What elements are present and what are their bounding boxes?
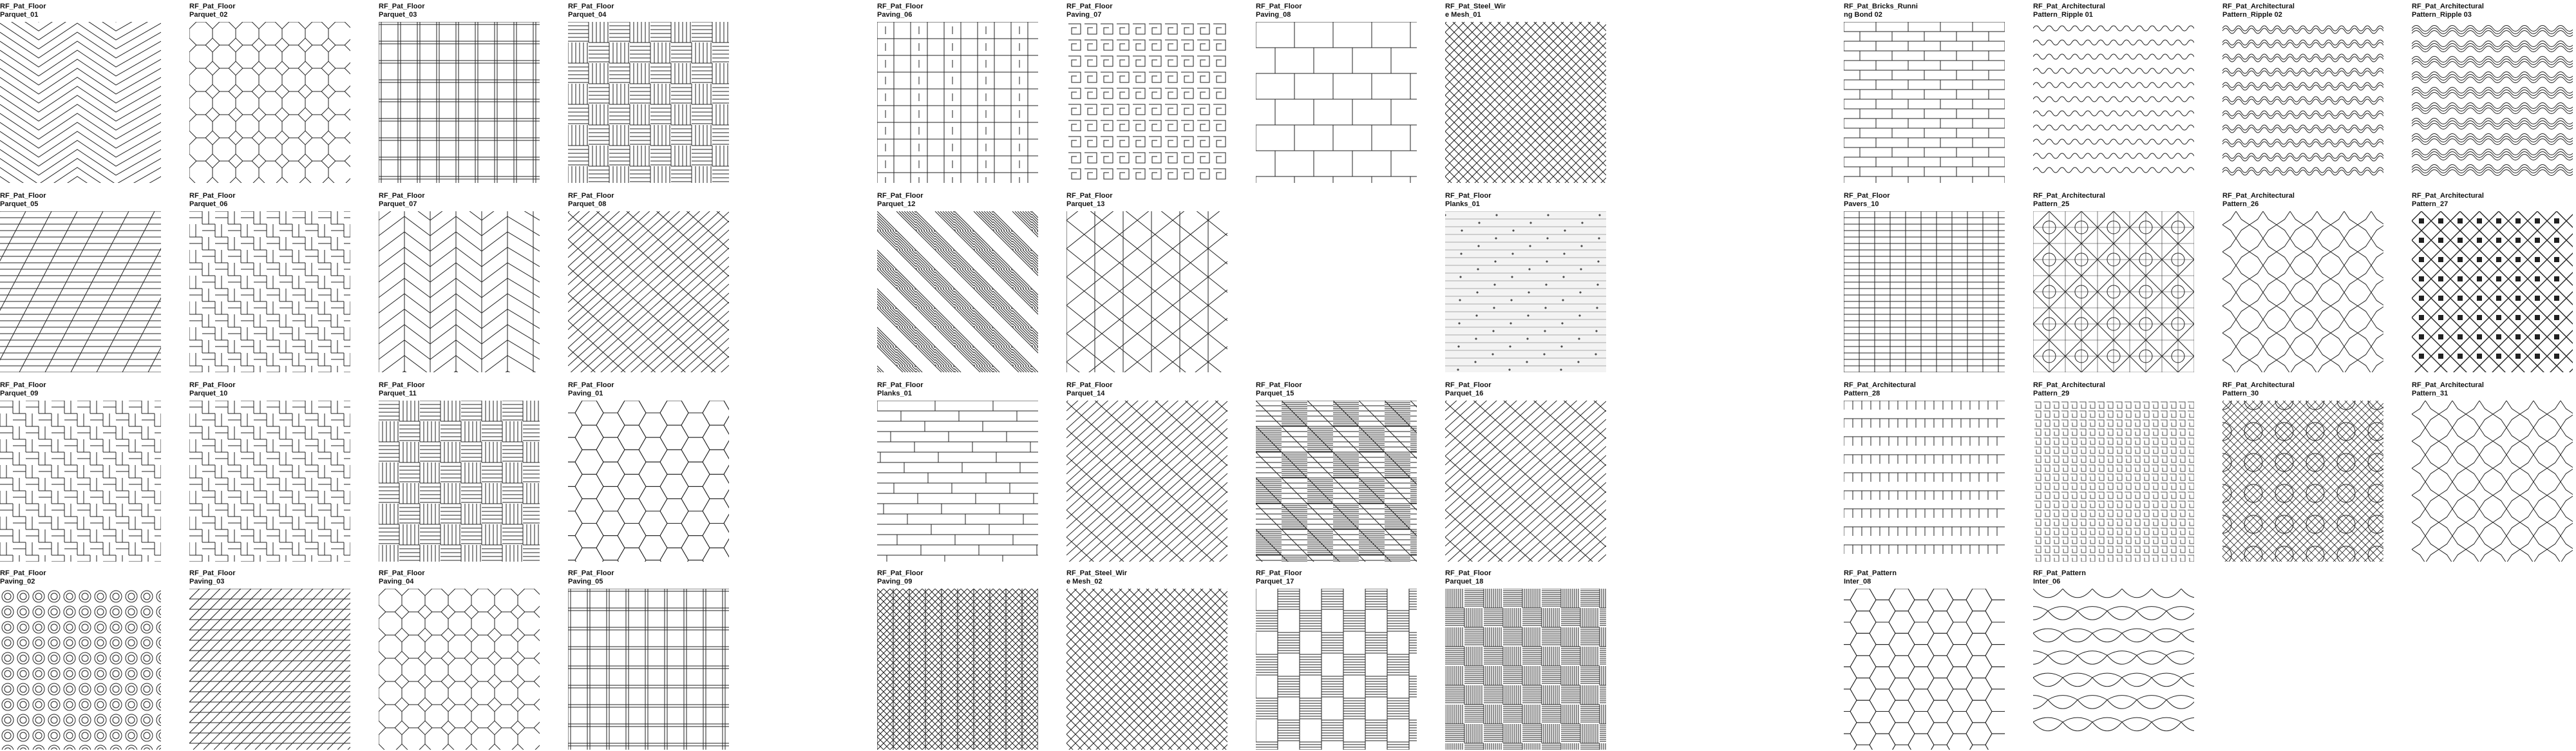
pattern-label [568, 381, 733, 398]
pattern-label [1256, 381, 1421, 398]
pattern-family-name: RF_Pat_Floor [379, 192, 425, 200]
pattern-name: Paving_03 [189, 578, 225, 585]
pattern-tile[interactable] [189, 569, 354, 750]
pattern-label [2412, 381, 2576, 398]
pattern-swatch[interactable] [2033, 22, 2194, 183]
pattern-label [1844, 569, 2009, 586]
pattern-label [1445, 3, 1610, 19]
pattern-tile[interactable] [2222, 381, 2387, 562]
pattern-swatch[interactable] [379, 211, 540, 372]
pattern-family-name: RF_Pat_Floor [1256, 3, 1302, 10]
pattern-swatch[interactable] [0, 22, 161, 183]
pattern-label [1066, 3, 1231, 19]
pattern-swatch[interactable] [1066, 22, 1227, 183]
pattern-family-name: RF_Pat_Architectural [2222, 381, 2295, 389]
pattern-swatch[interactable] [1066, 211, 1227, 372]
pattern-tile[interactable] [1066, 381, 1231, 562]
pattern-swatch[interactable] [1844, 401, 2005, 562]
pattern-tile[interactable] [568, 569, 733, 750]
pattern-label [0, 569, 165, 586]
pattern-family-name: RF_Pat_Floor [0, 569, 46, 577]
pattern-label [379, 192, 544, 209]
pattern-swatch[interactable] [0, 401, 161, 562]
pattern-swatch[interactable] [0, 589, 161, 750]
pattern-label [2222, 381, 2387, 398]
pattern-tile[interactable] [1256, 3, 1421, 183]
pattern-tile[interactable] [0, 192, 165, 372]
pattern-label [2222, 3, 2387, 19]
pattern-swatch[interactable] [568, 589, 729, 750]
pattern-label [2033, 3, 2198, 19]
pattern-name: Pattern_26 [2222, 200, 2259, 208]
pattern-family-name: RF_Pat_Floor [1256, 381, 1302, 389]
pattern-swatch[interactable] [379, 22, 540, 183]
pattern-label [189, 381, 354, 398]
pattern-label [2412, 192, 2576, 209]
pattern-family-name: RF_Pat_Floor [0, 3, 46, 10]
pattern-tile[interactable] [568, 3, 733, 183]
pattern-name: Inter_08 [1844, 578, 1871, 585]
pattern-tile[interactable] [0, 569, 165, 750]
pattern-tile[interactable] [1256, 569, 1421, 750]
pattern-tile[interactable] [2412, 3, 2576, 183]
pattern-tile[interactable] [2222, 3, 2387, 183]
pattern-label [877, 569, 1042, 586]
pattern-swatch[interactable] [2222, 211, 2383, 372]
pattern-label [1066, 192, 1231, 209]
pattern-name: Parquet_05 [0, 200, 39, 208]
pattern-tile[interactable] [877, 192, 1042, 372]
pattern-swatch[interactable] [1445, 22, 1606, 183]
pattern-swatch[interactable] [2033, 401, 2194, 562]
pattern-swatch[interactable] [379, 401, 540, 562]
pattern-tile[interactable] [1445, 192, 1610, 372]
pattern-family-name: RF_Pat_Floor [379, 569, 425, 577]
pattern-family-name: RF_Pat_Floor [877, 381, 923, 389]
pattern-name: Parquet_01 [0, 11, 39, 19]
pattern-tile[interactable] [1256, 381, 1421, 562]
pattern-family-name: RF_Pat_Floor [1844, 192, 1890, 200]
pattern-name: Parquet_09 [0, 390, 39, 397]
pattern-swatch[interactable] [1844, 22, 2005, 183]
pattern-family-name: RF_Pat_Floor [1445, 381, 1492, 389]
pattern-name: Pattern_Ripple 02 [2222, 11, 2282, 19]
pattern-swatch[interactable] [379, 589, 540, 750]
pattern-label [189, 569, 354, 586]
pattern-name: Pattern_28 [1844, 390, 1880, 397]
pattern-family-name: RF_Pat_Floor [0, 192, 46, 200]
pattern-swatch[interactable] [568, 211, 729, 372]
pattern-swatch[interactable] [2412, 401, 2573, 562]
pattern-name: Parquet_11 [379, 390, 417, 397]
pattern-family-name: RF_Pat_Floor [379, 3, 425, 10]
pattern-family-name: RF_Pat_Floor [189, 3, 236, 10]
pattern-name: Pavers_10 [1844, 200, 1879, 208]
pattern-name: Parquet_16 [1445, 390, 1484, 397]
pattern-name: Parquet_14 [1066, 390, 1105, 397]
pattern-label [1256, 569, 1421, 586]
pattern-tile[interactable] [1844, 569, 2009, 750]
pattern-family-name: RF_Pat_Floor [568, 569, 614, 577]
pattern-tile[interactable] [568, 381, 733, 562]
pattern-name: Pattern_29 [2033, 390, 2070, 397]
pattern-family-name: RF_Pat_Floor [189, 569, 236, 577]
pattern-label [1844, 381, 2009, 398]
pattern-family-name: RF_Pat_Architectural [2222, 3, 2295, 10]
pattern-family-name: RF_Pat_Floor [189, 192, 236, 200]
pattern-name: Paving_06 [877, 11, 913, 19]
pattern-tile[interactable] [2222, 192, 2387, 372]
pattern-tile[interactable] [877, 381, 1042, 562]
pattern-name: Pattern_Ripple 01 [2033, 11, 2093, 19]
pattern-swatch[interactable] [2222, 401, 2383, 562]
pattern-family-name: RF_Pat_Floor [379, 381, 425, 389]
pattern-name: Parquet_17 [1256, 578, 1294, 585]
pattern-family-name: RF_Pat_Steel_Wir [1445, 3, 1506, 10]
pattern-family-name: RF_Pat_Architectural [2412, 192, 2484, 200]
pattern-family-name: RF_Pat_Bricks_Runni [1844, 3, 1918, 10]
pattern-name: Paving_09 [877, 578, 913, 585]
pattern-swatch[interactable] [568, 401, 729, 562]
pattern-tile[interactable] [1066, 192, 1231, 372]
pattern-family-name: RF_Pat_Steel_Wir [1066, 569, 1128, 577]
pattern-swatch[interactable] [1256, 22, 1417, 183]
pattern-swatch[interactable] [2222, 22, 2383, 183]
pattern-family-name: RF_Pat_Pattern [1844, 569, 1897, 577]
pattern-name: Parquet_03 [379, 11, 417, 19]
pattern-family-name: RF_Pat_Floor [0, 381, 46, 389]
pattern-label [189, 3, 354, 19]
pattern-tile[interactable] [189, 192, 354, 372]
pattern-swatch[interactable] [1066, 589, 1227, 750]
pattern-family-name: RF_Pat_Floor [1066, 381, 1113, 389]
pattern-label [2412, 3, 2576, 19]
pattern-label [1445, 192, 1610, 209]
pattern-tile[interactable] [2412, 381, 2576, 562]
pattern-label [379, 381, 544, 398]
pattern-tile[interactable] [1844, 381, 2009, 562]
pattern-name: Pattern_Ripple 03 [2412, 11, 2472, 19]
pattern-name: Paving_02 [0, 578, 35, 585]
pattern-label [2033, 381, 2198, 398]
pattern-tile[interactable] [568, 192, 733, 372]
pattern-family-name: RF_Pat_Floor [1066, 192, 1113, 200]
pattern-swatch[interactable] [189, 401, 350, 562]
pattern-tile[interactable] [877, 3, 1042, 183]
pattern-tile[interactable] [379, 381, 544, 562]
pattern-name: Paving_08 [1256, 11, 1291, 19]
pattern-name: Paving_05 [568, 578, 603, 585]
pattern-swatch[interactable] [189, 211, 350, 372]
pattern-swatch[interactable] [1445, 211, 1606, 372]
pattern-tile[interactable] [189, 3, 354, 183]
pattern-name: Parquet_15 [1256, 390, 1294, 397]
pattern-label [1256, 3, 1421, 19]
pattern-label [2033, 192, 2198, 209]
pattern-tile[interactable] [1445, 569, 1610, 750]
pattern-label [1844, 192, 2009, 209]
pattern-label [877, 192, 1042, 209]
pattern-label [2222, 192, 2387, 209]
pattern-tile[interactable] [2033, 192, 2198, 372]
pattern-family-name: RF_Pat_Floor [1445, 569, 1492, 577]
pattern-tile[interactable] [379, 3, 544, 183]
pattern-label [1445, 569, 1610, 586]
pattern-family-name: RF_Pat_Floor [189, 381, 236, 389]
pattern-tile[interactable] [2033, 569, 2198, 750]
pattern-swatch[interactable] [1256, 589, 1417, 750]
pattern-family-name: RF_Pat_Floor [877, 569, 923, 577]
pattern-tile[interactable] [379, 569, 544, 750]
pattern-swatch[interactable] [877, 211, 1038, 372]
pattern-name: Parquet_10 [189, 390, 228, 397]
pattern-tile[interactable] [0, 381, 165, 562]
pattern-tile[interactable] [877, 569, 1042, 750]
pattern-label [0, 3, 165, 19]
pattern-label [1445, 381, 1610, 398]
pattern-label [0, 192, 165, 209]
pattern-family-name: RF_Pat_Architectural [2033, 192, 2105, 200]
pattern-swatch[interactable] [189, 22, 350, 183]
pattern-swatch[interactable] [877, 22, 1038, 183]
pattern-name: Parquet_12 [877, 200, 916, 208]
pattern-name: Parquet_06 [189, 200, 228, 208]
pattern-label [2033, 569, 2198, 586]
pattern-tile[interactable] [1844, 3, 2009, 183]
pattern-swatch[interactable] [2033, 211, 2194, 372]
pattern-swatch[interactable] [1066, 401, 1227, 562]
pattern-name: Paving_07 [1066, 11, 1102, 19]
pattern-swatch[interactable] [1844, 211, 2005, 372]
pattern-swatch[interactable] [189, 589, 350, 750]
pattern-tile[interactable] [1445, 381, 1610, 562]
pattern-family-name: RF_Pat_Floor [877, 3, 923, 10]
pattern-name: ng Bond 02 [1844, 11, 1882, 19]
pattern-family-name: RF_Pat_Architectural [2222, 192, 2295, 200]
pattern-swatch[interactable] [2033, 589, 2194, 750]
pattern-family-name: RF_Pat_Floor [568, 3, 614, 10]
pattern-label [1844, 3, 2009, 19]
pattern-family-name: RF_Pat_Pattern [2033, 569, 2086, 577]
pattern-family-name: RF_Pat_Floor [1256, 569, 1302, 577]
pattern-name: e Mesh_02 [1066, 578, 1103, 585]
pattern-family-name: RF_Pat_Architectural [1844, 381, 1916, 389]
pattern-name: Parquet_18 [1445, 578, 1484, 585]
pattern-swatch[interactable] [568, 22, 729, 183]
pattern-name: Pattern_25 [2033, 200, 2070, 208]
pattern-label [0, 381, 165, 398]
pattern-name: Paving_01 [568, 390, 603, 397]
pattern-tile[interactable] [1445, 3, 1610, 183]
pattern-tile[interactable] [1066, 3, 1231, 183]
pattern-label [568, 569, 733, 586]
pattern-family-name: RF_Pat_Floor [877, 192, 923, 200]
pattern-family-name: RF_Pat_Architectural [2412, 381, 2484, 389]
pattern-tile[interactable] [189, 381, 354, 562]
pattern-swatch[interactable] [0, 211, 161, 372]
pattern-name: Parquet_04 [568, 11, 607, 19]
pattern-name: Parquet_02 [189, 11, 228, 19]
pattern-name: Pattern_31 [2412, 390, 2448, 397]
pattern-swatch[interactable] [1256, 401, 1417, 562]
pattern-name: Parquet_07 [379, 200, 417, 208]
pattern-name: Pattern_27 [2412, 200, 2448, 208]
pattern-tile[interactable] [379, 192, 544, 372]
pattern-name: Parquet_08 [568, 200, 607, 208]
pattern-swatch[interactable] [1844, 589, 2005, 750]
pattern-label [379, 3, 544, 19]
pattern-label [568, 3, 733, 19]
pattern-name: Planks_01 [877, 390, 912, 397]
pattern-name: Inter_06 [2033, 578, 2061, 585]
pattern-family-name: RF_Pat_Floor [1066, 3, 1113, 10]
pattern-swatch[interactable] [877, 401, 1038, 562]
pattern-family-name: RF_Pat_Architectural [2033, 3, 2105, 10]
pattern-name: Pattern_30 [2222, 390, 2259, 397]
pattern-family-name: RF_Pat_Floor [568, 381, 614, 389]
pattern-label [1066, 381, 1231, 398]
pattern-name: Parquet_13 [1066, 200, 1105, 208]
pattern-label [877, 381, 1042, 398]
pattern-family-name: RF_Pat_Architectural [2412, 3, 2484, 10]
pattern-tile[interactable] [1844, 192, 2009, 372]
pattern-family-name: RF_Pat_Floor [568, 192, 614, 200]
pattern-family-name: RF_Pat_Architectural [2033, 381, 2105, 389]
pattern-swatch[interactable] [1445, 589, 1606, 750]
pattern-label [379, 569, 544, 586]
pattern-family-name: RF_Pat_Floor [1445, 192, 1492, 200]
pattern-tile[interactable] [2033, 3, 2198, 183]
pattern-tile[interactable] [1066, 569, 1231, 750]
pattern-label [1066, 569, 1231, 586]
pattern-swatch[interactable] [877, 589, 1038, 750]
pattern-tile[interactable] [2033, 381, 2198, 562]
pattern-tile[interactable] [2412, 192, 2576, 372]
pattern-swatch[interactable] [1445, 401, 1606, 562]
pattern-tile[interactable] [0, 3, 165, 183]
pattern-name: Planks_01 [1445, 200, 1480, 208]
pattern-swatch[interactable] [2412, 22, 2573, 183]
pattern-label [189, 192, 354, 209]
pattern-label [568, 192, 733, 209]
pattern-swatch[interactable] [2412, 211, 2573, 372]
pattern-name: e Mesh_01 [1445, 11, 1481, 19]
pattern-name: Paving_04 [379, 578, 414, 585]
pattern-label [877, 3, 1042, 19]
